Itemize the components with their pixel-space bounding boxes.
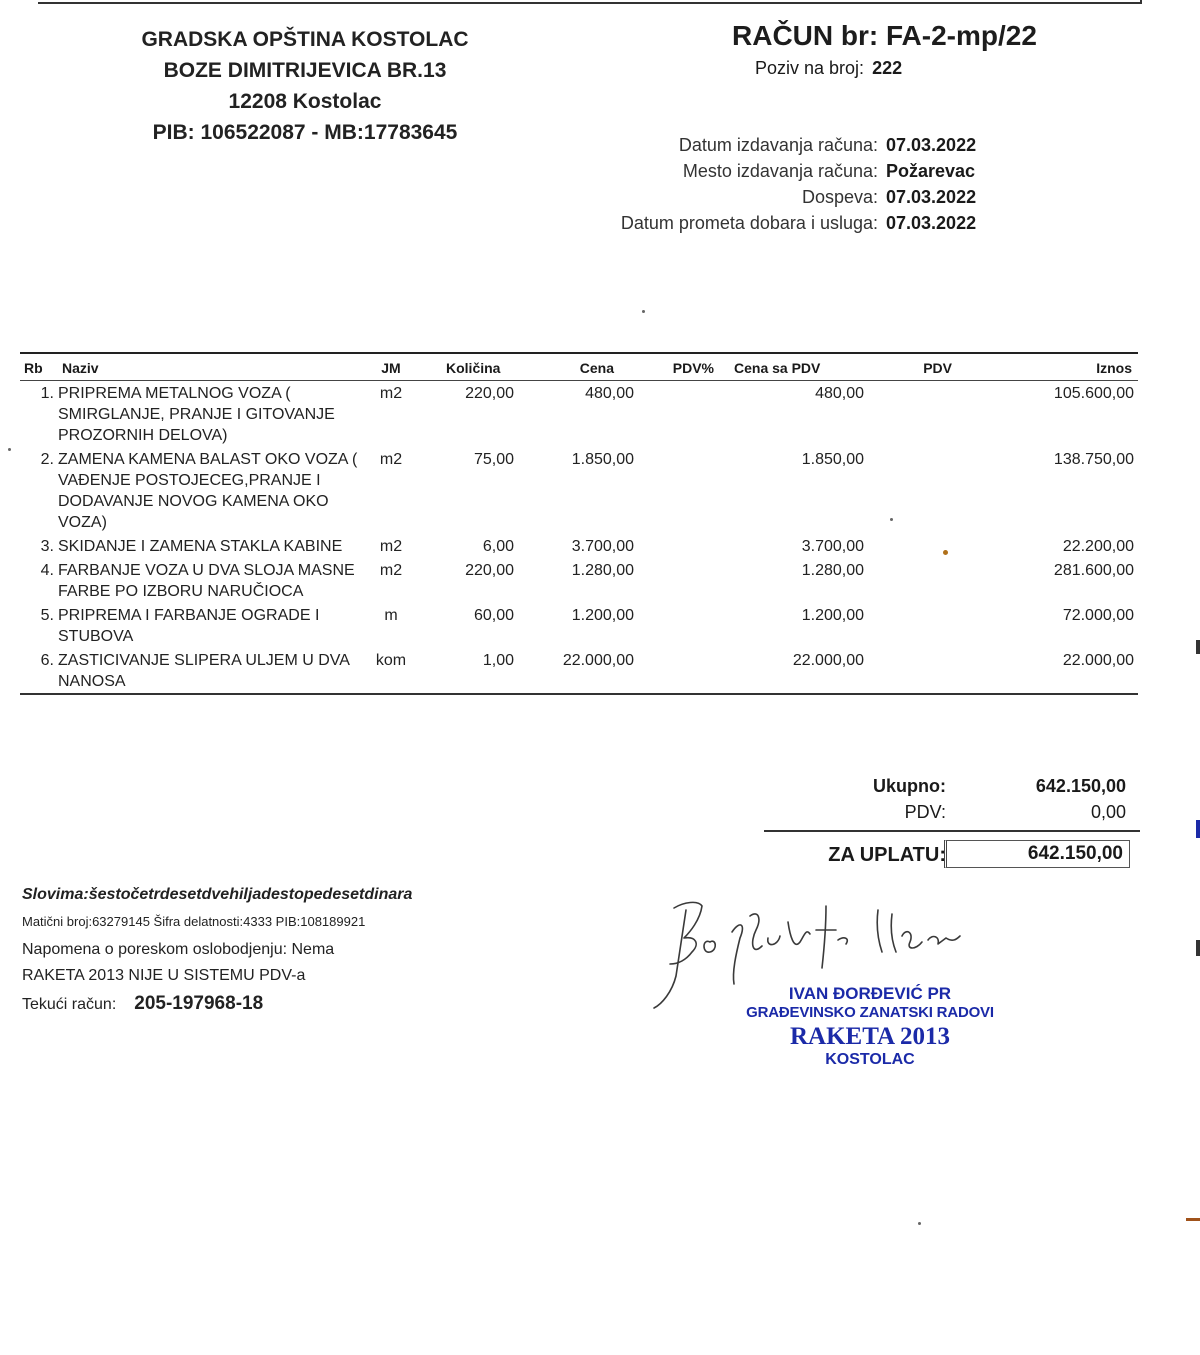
- cell-kolicina: 220,00: [465, 385, 514, 402]
- cell-cena: 480,00: [585, 385, 634, 402]
- table-row: [20, 534, 1138, 558]
- header-kolicina: Količina: [418, 353, 518, 381]
- header-jm: JM: [364, 353, 418, 381]
- total-pdv-row: [760, 800, 1140, 826]
- table-row: [20, 447, 1138, 534]
- cell-naziv: ZAMENA KAMENA BALAST OKO VOZA ( VAĐENJE POSTOJECEG,PRANJE I DODAVANJE NOVOG KAMENA OKO VOZA): [58, 451, 358, 531]
- cell-jm: kom: [364, 648, 418, 694]
- meta-label: Datum prometa dobara i usluga:: [620, 213, 878, 233]
- meta-row-datum-izdavanja: [621, 132, 992, 158]
- cell-naziv: ZASTICIVANJE SLIPERA ULJEM U DVA NANOSA: [58, 648, 364, 694]
- total-ukupno-row: [760, 774, 1140, 800]
- cell-rb: 4.: [40, 562, 54, 579]
- cell-kolicina: 220,00: [465, 562, 514, 579]
- meta-value: 07.03.2022: [886, 135, 977, 155]
- table-row: [20, 381, 1138, 448]
- registry-info: Matični broj:63279145 Šifra delatnosti:4333 PIB:108189921: [22, 914, 366, 929]
- stamp-activity: GRAĐEVINSKO ZANATSKI RADOVI: [746, 1004, 994, 1021]
- stamp-company: RAKETA 2013: [790, 1023, 950, 1050]
- pdv-label: PDV:: [904, 802, 946, 822]
- table-row: [20, 603, 1138, 648]
- top-rule-tick: [1140, 0, 1142, 4]
- items-table: [20, 352, 1138, 695]
- totals-block: [760, 774, 1140, 872]
- issuer-street: BOZE DIMITRIJEVICA BR.13: [163, 59, 447, 82]
- cell-cena-sa-pdv: 1.200,00: [801, 607, 864, 624]
- cell-cena-sa-pdv: 480,00: [815, 385, 864, 402]
- cell-pdv: [868, 447, 978, 534]
- issuer-name: GRADSKA OPŠTINA KOSTOLAC: [141, 28, 469, 51]
- meta-label: Dospeva:: [801, 187, 878, 207]
- due-label: ZA UPLATU:: [828, 844, 946, 866]
- pdv-value: 0,00: [1090, 802, 1126, 822]
- meta-label: Mesto izdavanja računa:: [682, 161, 878, 181]
- cell-cena-sa-pdv: 1.280,00: [801, 562, 864, 579]
- scan-speck: [8, 448, 11, 451]
- cell-naziv: SKIDANJE I ZAMENA STAKLA KABINE: [58, 538, 343, 555]
- scan-speck: [642, 310, 645, 313]
- ukupno-value: 642.150,00: [1035, 776, 1126, 796]
- stamp-owner: IVAN ĐORĐEVIĆ PR: [788, 984, 952, 1003]
- meta-value: 07.03.2022: [886, 213, 977, 233]
- footer-block: [22, 886, 412, 1015]
- bank-label: Tekući račun:: [22, 996, 117, 1013]
- amount-in-words: Slovima:šestočetrdesetdvehiljadestopedesetdinara: [22, 886, 413, 903]
- cell-iznos: 22.000,00: [978, 648, 1138, 694]
- meta-row-mesto-izdavanja: [621, 158, 992, 184]
- cell-cena: 1.850,00: [571, 451, 634, 468]
- company-stamp: [720, 984, 1020, 1069]
- cell-iznos: 281.600,00: [1053, 562, 1134, 579]
- totals-divider: [764, 830, 1140, 832]
- cell-pdv-pct: [638, 381, 718, 448]
- table-row: [20, 648, 1138, 694]
- cell-cena: 3.700,00: [571, 538, 634, 555]
- poziv-value: 222: [872, 58, 903, 78]
- cell-pdv: [868, 558, 978, 603]
- cell-pdv: [868, 534, 978, 558]
- issuer-city: 12208 Kostolac: [228, 90, 382, 113]
- scan-edge-mark: [1196, 820, 1200, 838]
- header-rb: Rb: [20, 353, 58, 381]
- cell-rb: 5.: [40, 607, 54, 624]
- cell-iznos: 72.000,00: [1062, 607, 1134, 624]
- header-iznos: Iznos: [978, 353, 1138, 381]
- cell-jm: m: [384, 607, 398, 624]
- cell-cena-sa-pdv: 3.700,00: [801, 538, 864, 555]
- header-cena-sa-pdv: Cena sa PDV: [718, 353, 868, 381]
- cell-kolicina: 1,00: [418, 648, 518, 694]
- cell-naziv: PRIPREMA I FARBANJE OGRADE I STUBOVA: [58, 607, 320, 645]
- cell-pdv-pct: [638, 603, 718, 648]
- cell-naziv: PRIPREMA METALNOG VOZA ( SMIRGLANJE, PRANJE I GITOVANJE PROZORNIH DELOVA): [58, 385, 335, 444]
- total-due-row: [760, 836, 1140, 872]
- invoice-title: RAČUN br: FA-2-mp/22: [732, 20, 1037, 51]
- cell-cena-sa-pdv: 22.000,00: [718, 648, 868, 694]
- bank-value: 205-197968-18: [134, 993, 264, 1014]
- cell-kolicina: 75,00: [473, 451, 514, 468]
- cell-pdv: [868, 648, 978, 694]
- meta-row-dospeva: [621, 184, 992, 210]
- invoice-meta: [621, 132, 992, 236]
- cell-pdv-pct: [638, 534, 718, 558]
- ukupno-label: Ukupno:: [873, 776, 946, 796]
- bank-account: [22, 993, 412, 1015]
- meta-label: Datum izdavanja računa:: [678, 135, 878, 155]
- cell-kolicina: 60,00: [473, 607, 514, 624]
- cell-cena-sa-pdv: 1.850,00: [801, 451, 864, 468]
- poziv-label: Poziv na broj:: [755, 58, 865, 78]
- tax-exemption-note: Napomena o poreskom oslobodjenju: Nema: [22, 941, 335, 958]
- due-value: 642.150,00: [944, 840, 1130, 868]
- cell-rb: 2.: [40, 451, 54, 468]
- cell-iznos: 138.750,00: [1053, 451, 1134, 468]
- meta-value: 07.03.2022: [886, 187, 977, 207]
- header-pdv-pct: PDV%: [638, 353, 718, 381]
- meta-row-datum-prometa: [621, 210, 992, 236]
- scan-edge-mark: [1196, 640, 1200, 654]
- cell-rb: 6.: [20, 648, 58, 694]
- scan-speck: [918, 1222, 921, 1225]
- cell-pdv: [868, 603, 978, 648]
- scan-edge-mark: [1196, 940, 1200, 956]
- table-row: [20, 558, 1138, 603]
- cell-jm: m2: [379, 451, 403, 468]
- poziv-na-broj: [755, 58, 902, 79]
- top-rule: [38, 2, 1140, 4]
- header-naziv: Naziv: [58, 353, 364, 381]
- header-cena: Cena: [518, 353, 638, 381]
- cell-kolicina: 6,00: [482, 538, 514, 555]
- stamp-city: KOSTOLAC: [825, 1051, 915, 1068]
- table-header-row: [20, 353, 1138, 381]
- cell-naziv: FARBANJE VOZA U DVA SLOJA MASNE FARBE PO IZBORU NARUČIOCA: [58, 562, 355, 600]
- cell-pdv-pct: [638, 648, 718, 694]
- header-pdv: PDV: [868, 353, 978, 381]
- vat-system-note: RAKETA 2013 NIJE U SISTEMU PDV-a: [22, 967, 306, 984]
- meta-value: Požarevac: [886, 161, 976, 181]
- cell-pdv-pct: [638, 558, 718, 603]
- cell-pdv-pct: [638, 447, 718, 534]
- cell-jm: m2: [379, 562, 403, 579]
- cell-iznos: 22.200,00: [1062, 538, 1134, 555]
- cell-iznos: 105.600,00: [1053, 385, 1134, 402]
- cell-pdv: [868, 381, 978, 448]
- cell-rb: 1.: [40, 385, 54, 402]
- cell-rb: 3.: [40, 538, 54, 555]
- cell-cena: 22.000,00: [518, 648, 638, 694]
- cell-jm: m2: [379, 538, 403, 555]
- cell-jm: m2: [379, 385, 403, 402]
- cell-cena: 1.200,00: [571, 607, 634, 624]
- issuer-block: [110, 24, 500, 148]
- cell-cena: 1.280,00: [571, 562, 634, 579]
- issuer-ids: PIB: 106522087 - MB:17783645: [152, 121, 458, 144]
- scan-edge-mark: [1186, 1218, 1200, 1221]
